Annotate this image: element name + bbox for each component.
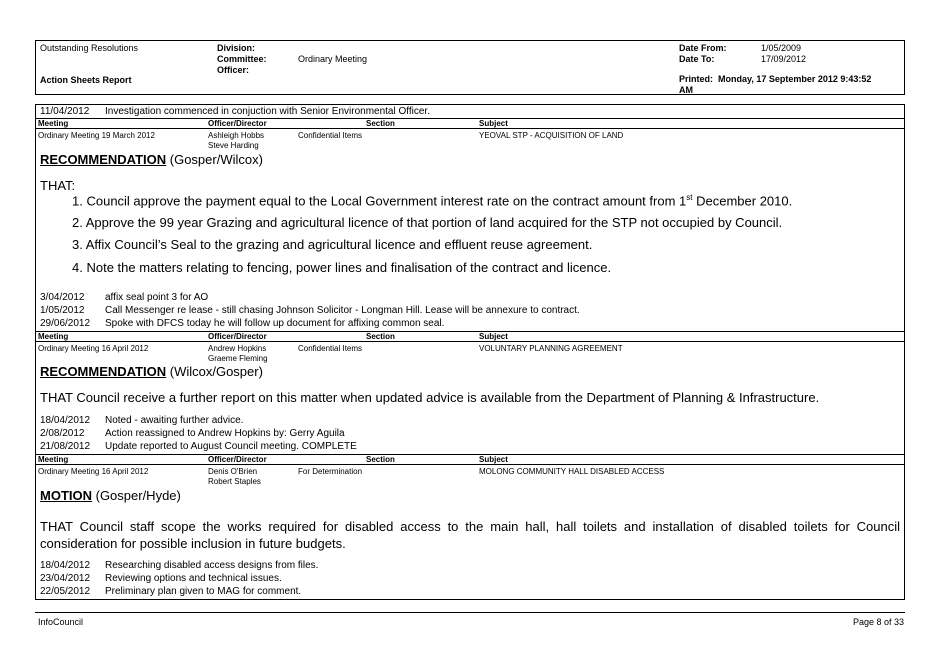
meeting-name: Ordinary Meeting 16 April 2012 xyxy=(38,344,149,353)
column-header-row xyxy=(36,118,904,129)
action-note xyxy=(40,292,208,303)
col-subject: Subject xyxy=(479,119,508,128)
item-meta xyxy=(36,467,904,489)
note-date: 18/04/2012 xyxy=(40,415,91,426)
list-number: 3. xyxy=(72,237,83,252)
report-subtitle: Action Sheets Report xyxy=(40,75,132,85)
rec-title: RECOMMENDATION xyxy=(40,364,167,379)
note-text: Spoke with DFCS today he will follow up document for affixing common seal. xyxy=(105,318,445,329)
col-subject: Subject xyxy=(479,332,508,341)
rec-movers: (Gosper/Wilcox) xyxy=(166,152,263,167)
col-section: Section xyxy=(366,332,395,341)
note-text: Preliminary plan given to MAG for comment. xyxy=(105,586,302,597)
list-item xyxy=(72,215,782,230)
list-item xyxy=(72,193,792,208)
action-note xyxy=(40,415,243,426)
report-header xyxy=(35,40,905,95)
printed-value-cont: AM xyxy=(679,85,693,95)
note-text: Researching disabled access designs from files. xyxy=(105,560,319,571)
subject-name: YEOVAL STP - ACQUISITION OF LAND xyxy=(479,131,624,140)
col-section: Section xyxy=(366,455,395,464)
committee-label: Committee: xyxy=(217,54,267,64)
date-to-value: 17/09/2012 xyxy=(761,54,807,64)
note-date: 1/05/2012 xyxy=(40,305,85,316)
col-subject: Subject xyxy=(479,455,508,464)
date-from-label: Date From: xyxy=(679,43,727,53)
note-date: 23/04/2012 xyxy=(40,573,91,584)
recommendation-heading xyxy=(40,152,263,167)
list-text-tail: December 2010. xyxy=(692,193,793,209)
section-name: Confidential Items xyxy=(298,131,363,140)
col-meeting: Meeting xyxy=(38,455,69,464)
note-text: Reviewing options and technical issues. xyxy=(105,573,282,584)
note-text: Noted - awaiting further advice. xyxy=(105,415,244,426)
action-note xyxy=(40,318,444,329)
officer-name: Ashleigh Hobbs xyxy=(208,131,265,140)
note-text: affix seal point 3 for AO xyxy=(105,292,209,303)
report-title: Outstanding Resolutions xyxy=(40,43,139,53)
date-from-value: 1/05/2009 xyxy=(761,43,802,53)
note-date: 22/05/2012 xyxy=(40,586,91,597)
action-sheet xyxy=(35,104,905,600)
list-number: 2. xyxy=(72,215,83,230)
rec-title: MOTION xyxy=(40,488,92,503)
section-name: Confidential Items xyxy=(298,344,363,353)
note-text: Action reassigned to Andrew Hopkins by: Gerry Aguila xyxy=(105,428,345,439)
date-to-label: Date To: xyxy=(679,54,715,64)
printed-label: Printed: xyxy=(679,74,714,84)
rec-title: RECOMMENDATION xyxy=(40,152,167,167)
director-name: Steve Harding xyxy=(208,141,259,150)
col-officer: Officer/Director xyxy=(208,455,267,464)
item-meta xyxy=(36,344,904,366)
action-note xyxy=(40,428,345,439)
action-note xyxy=(40,573,282,584)
action-note xyxy=(40,560,318,571)
footer-brand: InfoCouncil xyxy=(38,617,84,627)
division-label: Division: xyxy=(217,43,256,53)
note-date: 29/06/2012 xyxy=(40,318,91,329)
officer-label: Officer: xyxy=(217,65,250,75)
list-item xyxy=(72,260,611,275)
note-date: 21/08/2012 xyxy=(40,441,91,452)
subject-name: VOLUNTARY PLANNING AGREEMENT xyxy=(479,344,623,353)
column-header-row xyxy=(36,331,904,342)
note-date: 2/08/2012 xyxy=(40,428,85,439)
note-text: Update reported to August Council meeting. COMPLETE xyxy=(105,441,357,452)
recommendation-heading xyxy=(40,364,263,379)
meeting-name: Ordinary Meeting 19 March 2012 xyxy=(38,131,155,140)
note-text: Call Messenger re lease - still chasing Johnson Solicitor - Longman Hill. Lease will be annexure to contract. xyxy=(105,305,580,316)
action-note xyxy=(40,441,357,452)
note-date: 18/04/2012 xyxy=(40,560,91,571)
director-name: Graeme Fleming xyxy=(208,354,268,363)
note-date: 3/04/2012 xyxy=(40,292,85,303)
col-officer: Officer/Director xyxy=(208,119,267,128)
column-header-row xyxy=(36,454,904,465)
officer-name: Denis O'Brien xyxy=(208,467,258,476)
printed-value: Monday, 17 September 2012 9:43:52 xyxy=(718,74,872,84)
recommendation-text: THAT Council receive a further report on this matter when updated advice is available from the Department of Planning & Infrastructure. xyxy=(40,390,820,405)
motion-text: THAT Council staff scope the works required for disabled access to the main hall, hall toilets and installation of disabled toilets for Council consideration for possible inclusion in future budgets. xyxy=(40,519,900,551)
rec-movers: (Wilcox/Gosper) xyxy=(166,364,263,379)
subject-name: MOLONG COMMUNITY HALL DISABLED ACCESS xyxy=(479,467,665,476)
action-note xyxy=(40,586,301,597)
that-label: THAT: xyxy=(40,178,76,193)
footer-divider xyxy=(35,612,905,613)
col-section: Section xyxy=(366,119,395,128)
director-name: Robert Staples xyxy=(208,477,261,486)
item-meta xyxy=(36,131,904,153)
committee-value: Ordinary Meeting xyxy=(298,54,368,64)
action-note xyxy=(40,305,580,316)
list-text: Affix Council’s Seal to the grazing and agricultural licence and effluent reuse agreement. xyxy=(85,237,593,252)
officer-name: Andrew Hopkins xyxy=(208,344,267,353)
rec-movers: (Gosper/Hyde) xyxy=(92,488,181,503)
note-text: Investigation commenced in conjuction with Senior Environmental Officer. xyxy=(105,106,430,117)
meeting-name: Ordinary Meeting 16 April 2012 xyxy=(38,467,149,476)
col-meeting: Meeting xyxy=(38,332,69,341)
list-text: Note the matters relating to fencing, power lines and finalisation of the contract and licence. xyxy=(86,260,612,275)
list-number: 4. xyxy=(72,260,83,275)
note-date: 11/04/2012 xyxy=(40,106,90,117)
list-number: 1. xyxy=(72,193,83,209)
list-text: Council approve the payment equal to the Local Government interest rate on the contract amount from 1 xyxy=(86,193,687,209)
list-sup: st xyxy=(686,193,693,202)
col-officer: Officer/Director xyxy=(208,332,267,341)
col-meeting: Meeting xyxy=(38,119,69,128)
page-number: Page 8 of 33 xyxy=(852,617,904,627)
motion-heading xyxy=(40,488,181,503)
list-item xyxy=(72,237,592,252)
list-text: Approve the 99 year Grazing and agricultural licence of that portion of land acquired for the STP not occupied by Council. xyxy=(85,215,783,230)
action-note xyxy=(40,106,430,117)
section-name: For Determination xyxy=(298,467,363,476)
